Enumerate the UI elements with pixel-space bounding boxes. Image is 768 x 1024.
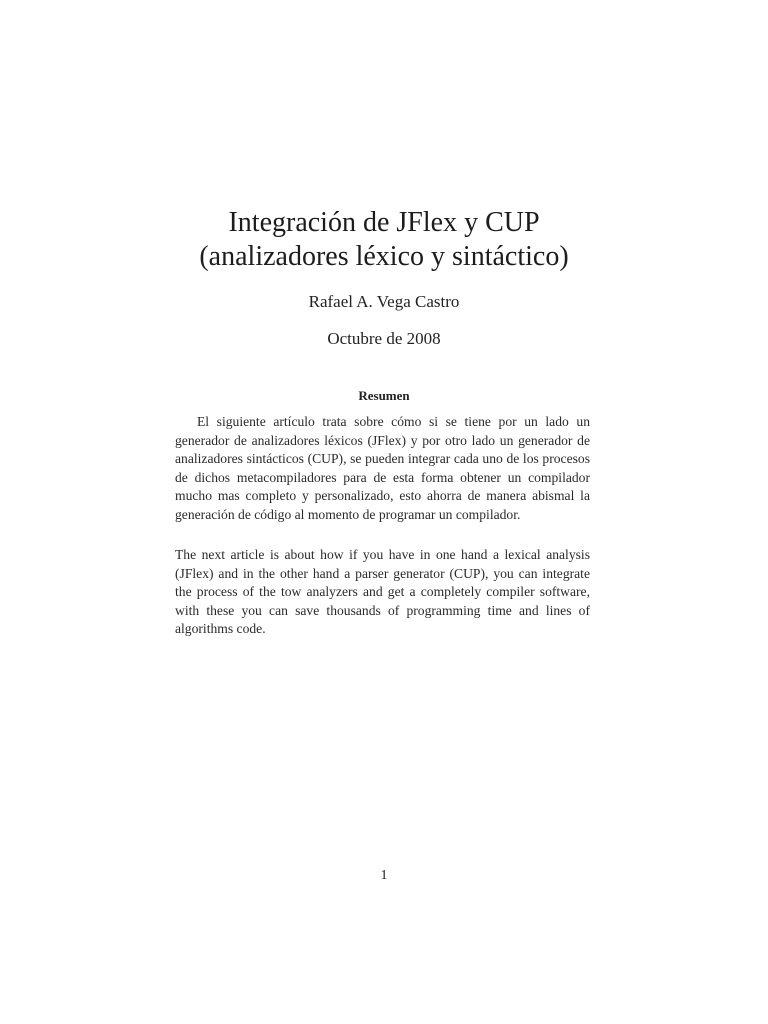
title-line-2: (analizadores léxico y sintáctico) — [199, 241, 569, 272]
abstract-spanish: El siguiente artículo trata sobre cómo si se tiene por un lado un generador de analizadores léxicos (JFlex) y por otro lado un generador de analizadores sintácticos (CUP), se pueden integrar cada uno de los procesos de dichos metacompiladores para de esta forma obtener un compilador mucho mas completo y personalizado, esto ahorra de manera abismal la generación de código al momento de programar un compilador. — [175, 414, 590, 522]
page-number: 1 — [380, 868, 388, 883]
author-name: Rafael A. Vega Castro — [308, 292, 460, 311]
abstract-english: The next article is about how if you have in one hand a lexical analysis (JFlex) and in the other hand a parser generator (CUP), you can integrate the process of the tow analyzers and get a completely compiler software, with these you can save thousands of programming time and lines of algorithms code. — [175, 547, 590, 637]
paper-title — [0, 206, 768, 274]
publication-date: Octubre de 2008 — [327, 329, 441, 348]
abstract-heading: Resumen — [358, 388, 410, 403]
title-line-1: Integración de JFlex y CUP — [228, 207, 540, 238]
